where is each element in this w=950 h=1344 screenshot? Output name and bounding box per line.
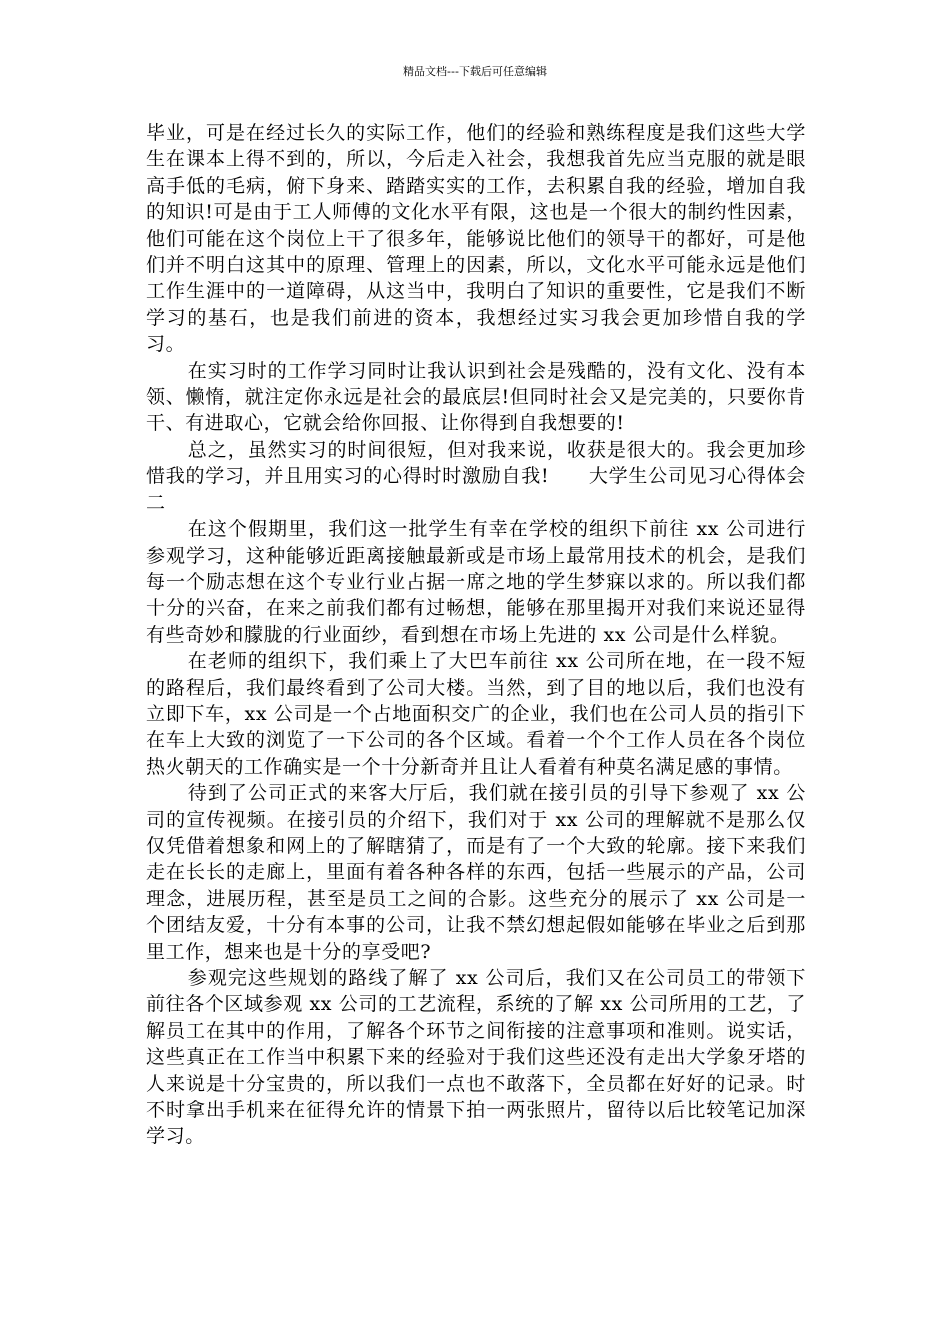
page-header: 精品文档---下载后可任意编辑 — [403, 65, 547, 78]
paragraph-7: 参观完这些规划的路线了解了 xx 公司后，我们又在公司员工的带领下前往各个区域参观 xx 公司的工艺流程，系统的了解 xx 公司所用的工艺，了解员工在其中的作用，了解各个环节之间衔接的注意事项和准则。说实话，这些真正在工作当中积累下来的经验对于我们这些还没有走出大学象牙塔的人来说是十分宝贵的，所以我们一点也不敢落下，全员都在好好的记录。时不时拿出手机来在征得允许的情景下拍一两张照片，留待以后比较笔记加深学习。 — [146, 967, 806, 1148]
paragraph-6: 待到了公司正式的来客大厅后，我们就在接引员的引导下参观了 xx 公司的宣传视频。在接引员的介绍下，我们对于 xx 公司的理解就不是那么仅仅凭借着想象和网上的了解瞎猜了，而是有了一个大致的轮廓。接下来我们走在长长的走廊上，里面有着各种各样的东西，包括一些展示的产品，公司理念，进展历程，甚至是员工之间的合影。这些充分的展示了 xx 公司是一个团结友爱，十分有本事的公司，让我不禁幻想起假如能够在毕业之后到那里工作，想来也是十分的享受吧? — [146, 782, 806, 963]
paragraph-1: 毕业，可是在经过长久的实际工作，他们的经验和熟练程度是我们这些大学生在课本上得不到的，所以，今后走入社会，我想我首先应当克服的就是眼高手低的毛病，俯下身来、踏踏实实的工作，去积累自我的经验，增加自我的知识!可是由于工人师傅的文化水平有限，这也是一个很大的制约性因素，他们可能在这个岗位上干了很多年，能够说比他们的领导干的都好，可是他们并不明白这其中的原理、管理上的因素，所以，文化水平可能永远是他们工作生涯中的一道障碍，从这当中，我明白了知识的重要性，它是我们不断学习的基石，也是我们前进的资本，我想经过实习我会更加珍惜自我的学习。 — [146, 122, 806, 356]
document-body — [146, 120, 806, 1150]
paragraph-3: 总之，虽然实习的时间很短，但对我来说，收获是很大的。我会更加珍惜我的学习，并且用实习的心得时时激励自我! 大学生公司见习心得体会二 — [146, 438, 806, 514]
paragraph-4: 在这个假期里，我们这一批学生有幸在学校的组织下前往 xx 公司进行参观学习，这种能够近距离接触最新或是市场上最常用技术的机会，是我们每一个励志想在这个专业行业占据一席之地的学生梦寐以求的。所以我们都十分的兴奋，在来之前我们都有过畅想，能够在那里揭开对我们来说还显得有些奇妙和朦胧的行业面纱，看到想在市场上先进的 xx 公司是什么样貌。 — [146, 518, 806, 646]
paragraph-2: 在实习时的工作学习同时让我认识到社会是残酷的，没有文化、没有本领、懒惰，就注定你永远是社会的最底层!但同时社会又是完美的，只要你肯干、有进取心，它就会给你回报、让你得到自我想要的! — [146, 359, 806, 435]
paragraph-5: 在老师的组织下，我们乘上了大巴车前往 xx 公司所在地，在一段不短的路程后，我们最终看到了公司大楼。当然，到了目的地以后，我们也没有立即下车，xx 公司是一个占地面积交广的企业，我们也在公司人员的指引下在车上大致的浏览了一下公司的各个区域。看着一个个工作人员在各个岗位热火朝天的工作确实是一个十分新奇并且让人看着有种莫名满足感的事情。 — [146, 650, 806, 778]
